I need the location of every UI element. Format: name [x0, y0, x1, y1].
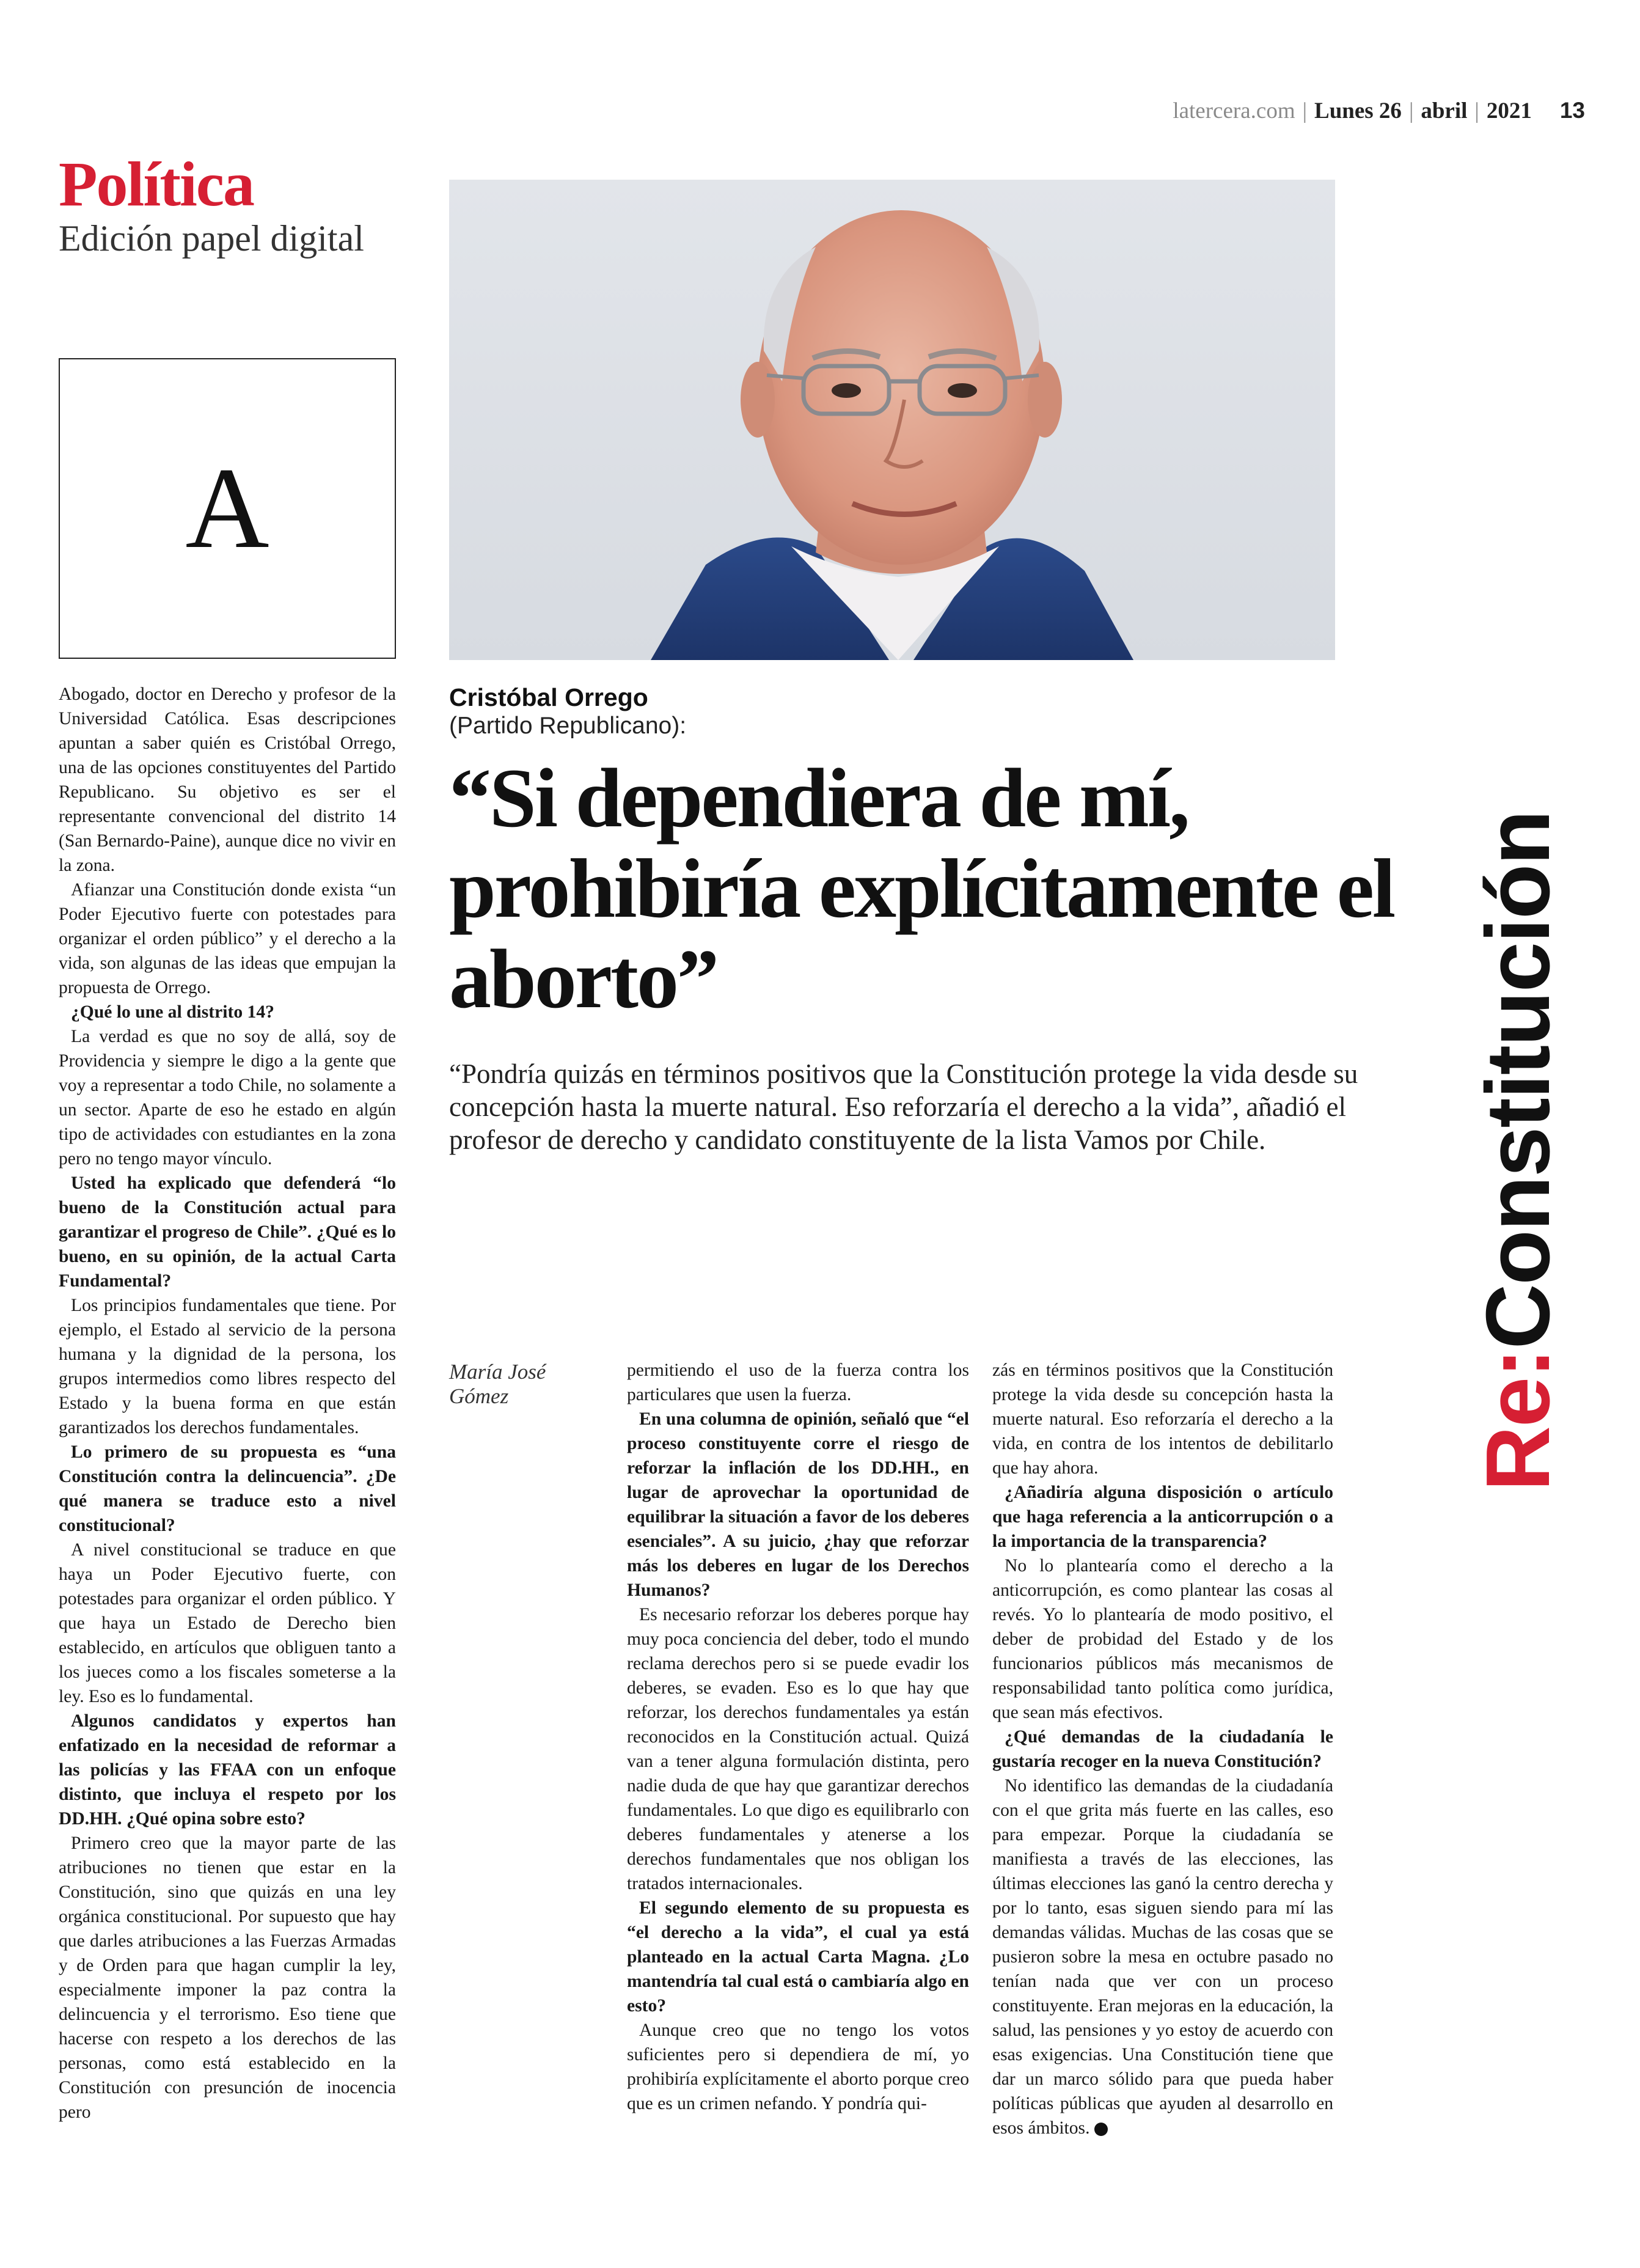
interview-answer: A nivel constitucional se traduce en que haya un Poder Ejecutivo fuerte, con potestades para organizar el orden público. Y que haya un Estado de Derecho bien establecido, en artículos que obliguen tanto a los jueces como a los fiscales someterse a la ley. Eso es lo fundamental.	[59, 1540, 396, 1706]
body-column-2	[627, 1358, 969, 2116]
section-subtitle: Edición papel digital	[59, 218, 364, 259]
interview-question: El segundo elemento de su propuesta es “el derecho a la vida”, el cual ya está planteado en la actual Carta Magna. ¿Lo mantendría tal cual está o cambiaría algo en esto?	[627, 1898, 969, 2016]
interview-answer: permitiendo el uso de la fuerza contra los particulares que usen la fuerza.	[627, 1360, 969, 1404]
series-tag	[1466, 811, 1570, 1491]
end-mark-icon	[1094, 2123, 1108, 2136]
interview-answer: No lo plantearía como el derecho a la anticorrupción, es como plantear las cosas al revés. Yo lo plantearía de modo positivo, el deber de probidad del Estado y de los funcionarios públicos más mecanismos de responsabilidad tanto política como jurídica, que sean más efectivos.	[992, 1556, 1333, 1722]
deck: “Pondría quizás en términos positivos que la Constitución protege la vida desde su concepción hasta la muerte natural. Eso reforzaría el derecho a la vida”, añadió el profesor de derecho y candidato constituyente de la lista Vamos por Chile.	[449, 1059, 1358, 1155]
series-tag-prefix: Re:	[1468, 1349, 1569, 1491]
interview-question: Lo primero de su propuesta es “una Constitución contra la delincuencia”. ¿De qué manera se traduce esto a nivel constitucional?	[59, 1442, 396, 1535]
interview-question: Usted ha explicado que defenderá “lo bueno de la Constitución actual para garantizar el progreso de Chile”. ¿Qué es lo bueno, en su opinión, de la actual Carta Fundamental?	[59, 1173, 396, 1291]
date-day: Lunes 26	[1314, 98, 1402, 123]
body-paragraph: Abogado, doctor en Derecho y profesor de la Universidad Católica. Esas descripciones apuntan a saber quién es Cristóbal Orrego, una de las opciones constituyentes del Partido Republicano. Su objetivo es ser el representante convencional del distrito 14 (San Bernardo-Paine), aunque dice no vivir en la zona.	[59, 684, 396, 875]
interview-answer: Aunque creo que no tengo los votos suficientes pero si dependiera de mí, yo prohibiría explícitamente el aborto porque creo que es un crimen nefando. Y pondría qui-	[627, 2020, 969, 2113]
portrait-illustration	[449, 180, 1335, 660]
interviewee-party: (Partido Republicano):	[449, 713, 687, 739]
body-paragraph: Afianzar una Constitución donde exista “un Poder Ejecutivo fuerte con potestades para organizar el orden público” y el derecho a la vida, son algunas de las ideas que empujan la propuesta de Orrego.	[59, 880, 396, 997]
interview-answer: Los principios fundamentales que tiene. Por ejemplo, el Estado al servicio de la persona humana y la dignidad de la persona, los grupos intermedios como libres respecto del Estado y la buena forma en que están garantizados los derechos fundamentales.	[59, 1296, 396, 1437]
headline: “Si dependiera de mí, prohibiría explícitamente el aborto”	[449, 751, 1394, 1026]
interviewee-name: Cristóbal Orrego	[449, 683, 648, 711]
logo-letter: A	[185, 444, 269, 573]
site-name[interactable]: latercera.com	[1173, 98, 1295, 123]
section-title: Política	[59, 149, 254, 219]
interview-question: Algunos candidatos y expertos han enfatizado en la necesidad de reformar a las policías y las FFAA con un enfoque distinto, que incluya el respeto por los DD.HH. ¿Qué opina sobre esto?	[59, 1711, 396, 1829]
date-year: 2021	[1486, 98, 1532, 123]
date-month: abril	[1421, 98, 1468, 123]
interview-question: ¿Qué demandas de la ciudadanía le gustaría recoger en la nueva Constitución?	[992, 1727, 1333, 1771]
page-folio: latercera.com | Lunes 26 | abril | 2021 13	[1173, 98, 1585, 123]
interview-answer: Es necesario reforzar los deberes porque hay muy poca conciencia del deber, todo el mundo reclama derechos pero si se puede evadir los deberes, se evaden. Eso es lo que hay que reforzar, los derechos fundamentales ya están reconocidos en la Constitución actual. Quizá van a tener alguna formulación distinta, pero nadie duda de que hay que garantizar derechos fundamentales. Lo que digo es equilibrarlo con deberes fundamentales y atenerse a los derechos fundamentales que nos obligan los tratados internacionales.	[627, 1605, 969, 1893]
interview-question: ¿Qué lo une al distrito 14?	[71, 1002, 274, 1022]
interview-answer: zás en términos positivos que la Constitución protege la vida desde su concepción hasta la muerte natural. Eso reforzaría el derecho a la vida, en contra de los intentos de debilitarlo que hay ahora.	[992, 1360, 1333, 1478]
page-number: 13	[1559, 98, 1585, 123]
interview-question: En una columna de opinión, señaló que “el proceso constituyente corre el riesgo de reforzar la inflación de los DD.HH., en lugar de aprovechar la oportunidad de equilibrar la situación a favor de los deberes esenciales”. A su juicio, ¿hay que reforzar más los deberes en lugar de los Derechos Humanos?	[627, 1409, 969, 1600]
body-column-1	[59, 682, 396, 2124]
logo-box	[59, 358, 396, 659]
interview-answer: Primero creo que la mayor parte de las atribuciones no tienen que estar en la Constitución, sino que quizás en una ley orgánica constitucional. Por supuesto que hay que darles atribuciones a las Fuerzas Armadas y de Orden para que hagan cumplir la ley, especialmente imponer la paz contra la delincuencia y el terrorismo. Eso tiene que hacerse con respeto a los derechos de las personas, como está establecido en la Constitución con presunción de inocencia pero	[59, 1833, 396, 2122]
interview-question: ¿Añadiría alguna disposición o artículo que haga referencia a la anticorrupción o a la importancia de la transparencia?	[992, 1483, 1333, 1551]
interview-answer: La verdad es que no soy de allá, soy de Providencia y siempre le digo a la gente que voy a representar a todo Chile, no solamente a un sector. Aparte de eso he estado en algún tipo de actividades con estudiantes en la zona pero no tengo mayor vínculo.	[59, 1027, 396, 1169]
series-tag-word: Constitución	[1468, 811, 1569, 1349]
final-answer-text: No identifico las demandas de la ciudadanía con el que grita más fuerte en las calles, eso para empezar. Porque la ciudadanía se manifiesta a través de las elecciones, las últimas elecciones las ganó la centro derecha y por lo tanto, esas siguen siendo para mí las demandas válidas. Muchas de las cosas que se pusieron sobre la mesa en octubre pasado no tenían nada que ver con un proceso constituyente. Eran mejoras en la educación, la salud, las pensiones y yo estoy de acuerdo con esas exigencias. Una Constitución tiene que dar un marco sólido para que pueda haber políticas públicas que ayuden al desarrollo en esos ámbitos.	[992, 1776, 1333, 2138]
author-byline: María José Gómez	[449, 1360, 546, 1408]
interview-answer-final	[992, 1774, 1333, 2140]
body-column-3	[992, 1358, 1333, 2140]
portrait-photo	[449, 180, 1335, 660]
